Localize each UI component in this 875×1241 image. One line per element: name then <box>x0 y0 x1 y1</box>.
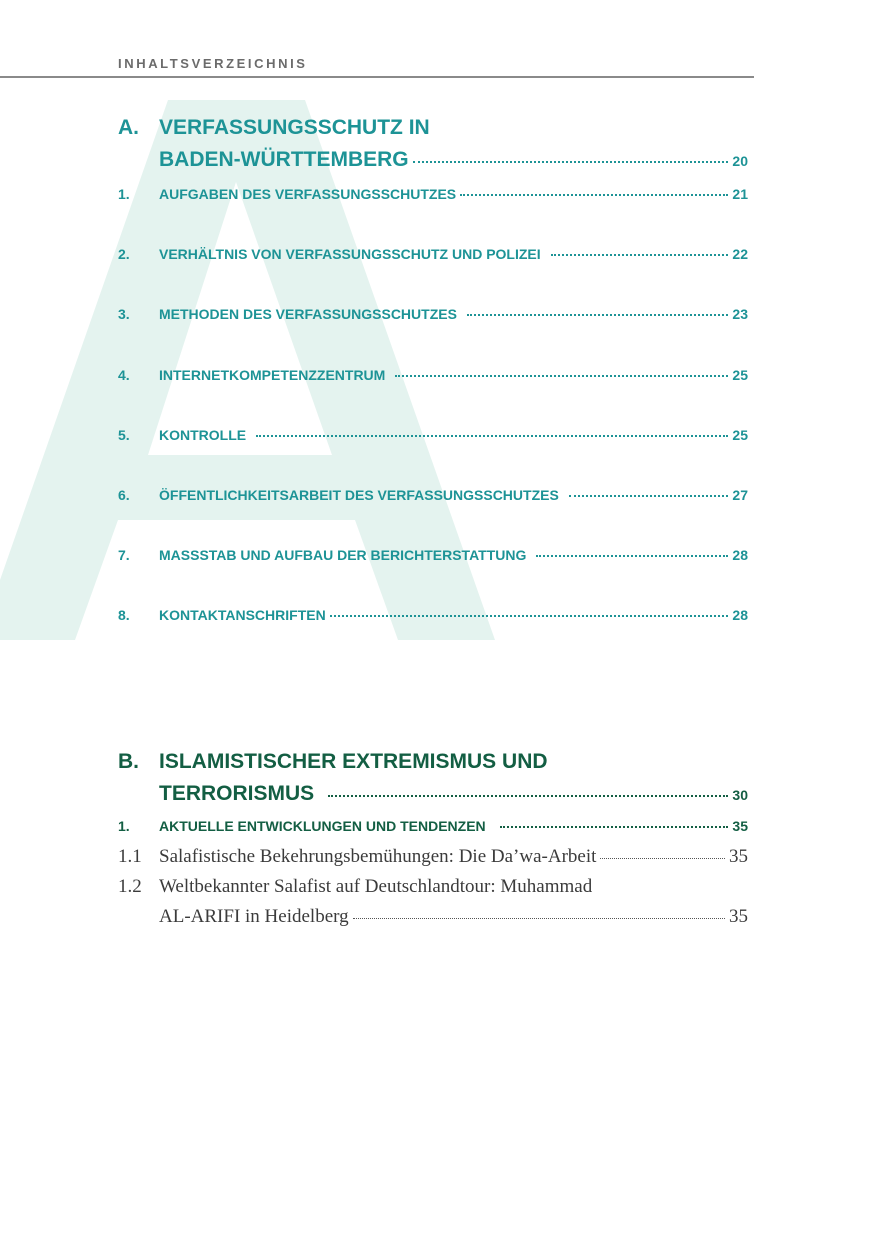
section-b-heading-line2[interactable] <box>118 782 748 806</box>
header-rule <box>0 76 754 78</box>
entry-title: MASSSTAB UND AUFBAU DER BERICHTERSTATTUNG <box>159 547 527 563</box>
entry-page: 25 <box>732 367 748 383</box>
entry-page: 27 <box>732 487 748 503</box>
dot-leader <box>353 918 725 919</box>
toc-entry-a1[interactable] <box>118 186 748 202</box>
section-b-title-line2: TERRORISMUS <box>159 782 315 805</box>
entry-number: 8. <box>118 607 130 623</box>
dot-leader <box>500 826 729 828</box>
entry-page: 35 <box>729 846 748 867</box>
dot-leader <box>467 314 728 316</box>
toc-entry-b1-2-line1[interactable] <box>118 876 748 898</box>
section-a-heading-line2[interactable] <box>118 148 748 172</box>
entry-page: 23 <box>732 306 748 322</box>
entry-title: VERHÄLTNIS VON VERFASSUNGSSCHUTZ UND POLIZEI <box>159 246 541 262</box>
entry-number: 1.2 <box>118 876 142 897</box>
toc-entry-a5[interactable] <box>118 427 748 443</box>
entry-page: 28 <box>732 547 748 563</box>
entry-page: 35 <box>729 906 748 927</box>
section-b-heading-line1 <box>118 750 748 774</box>
entry-page: 21 <box>732 186 748 202</box>
entry-number: 1. <box>118 818 130 834</box>
section-a-letter: A. <box>118 116 139 139</box>
entry-number: 6. <box>118 487 130 503</box>
dot-leader <box>395 375 728 377</box>
section-b-letter: B. <box>118 750 139 773</box>
section-a-title-line2: BADEN-WÜRTTEMBERG <box>159 148 409 171</box>
dot-leader <box>536 555 728 557</box>
entry-number: 4. <box>118 367 130 383</box>
dot-leader <box>256 435 728 437</box>
entry-page: 22 <box>732 246 748 262</box>
entry-title: ÖFFENTLICHKEITSARBEIT DES VERFASSUNGSSCHUTZES <box>159 487 559 503</box>
entry-title: KONTAKTANSCHRIFTEN <box>159 607 326 623</box>
entry-title: INTERNETKOMPETENZZENTRUM <box>159 367 386 383</box>
entry-page: 25 <box>732 427 748 443</box>
section-a-page: 20 <box>732 153 748 169</box>
toc-entry-b1[interactable] <box>118 818 748 834</box>
toc-entry-a4[interactable] <box>118 367 748 383</box>
toc-entry-a7[interactable] <box>118 547 748 563</box>
dot-leader <box>600 858 725 859</box>
toc-entry-a2[interactable] <box>118 246 748 262</box>
section-b-title-line1: ISLAMISTISCHER EXTREMISMUS UND <box>159 750 548 773</box>
dot-leader <box>569 495 729 497</box>
dot-leader <box>330 615 729 617</box>
toc-entry-b1-2-line2[interactable] <box>118 906 748 928</box>
toc-entry-b1-1[interactable] <box>118 846 748 868</box>
dot-leader <box>413 161 729 163</box>
entry-title-continued: AL-ARIFI in Heidelberg <box>159 906 349 927</box>
dot-leader <box>328 795 728 797</box>
section-a-title-line1: VERFASSUNGSSCHUTZ IN <box>159 116 430 139</box>
entry-title: AKTUELLE ENTWICKLUNGEN UND TENDENZEN <box>159 818 486 834</box>
header-label: INHALTSVERZEICHNIS <box>118 56 308 71</box>
entry-title: Salafistische Bekehrungsbemühungen: Die Da’wa-Arbeit <box>159 846 597 867</box>
entry-page: 35 <box>732 818 748 834</box>
section-a-heading-line1 <box>118 116 748 140</box>
entry-title: KONTROLLE <box>159 427 247 443</box>
entry-title: Weltbekannter Salafist auf Deutschlandtour: Muhammad <box>159 876 593 897</box>
section-b-page: 30 <box>732 787 748 803</box>
entry-number: 5. <box>118 427 130 443</box>
entry-number: 1.1 <box>118 846 142 867</box>
toc-entry-a8[interactable] <box>118 607 748 623</box>
dot-leader <box>551 254 729 256</box>
entry-title: AUFGABEN DES VERFASSUNGSSCHUTZES <box>159 186 457 202</box>
entry-number: 7. <box>118 547 130 563</box>
entry-number: 2. <box>118 246 130 262</box>
entry-number: 1. <box>118 186 130 202</box>
toc-entry-a6[interactable] <box>118 487 748 503</box>
entry-number: 3. <box>118 306 130 322</box>
entry-page: 28 <box>732 607 748 623</box>
dot-leader <box>460 194 728 196</box>
toc-entry-a3[interactable] <box>118 306 748 322</box>
entry-title: METHODEN DES VERFASSUNGSSCHUTZES <box>159 306 457 322</box>
